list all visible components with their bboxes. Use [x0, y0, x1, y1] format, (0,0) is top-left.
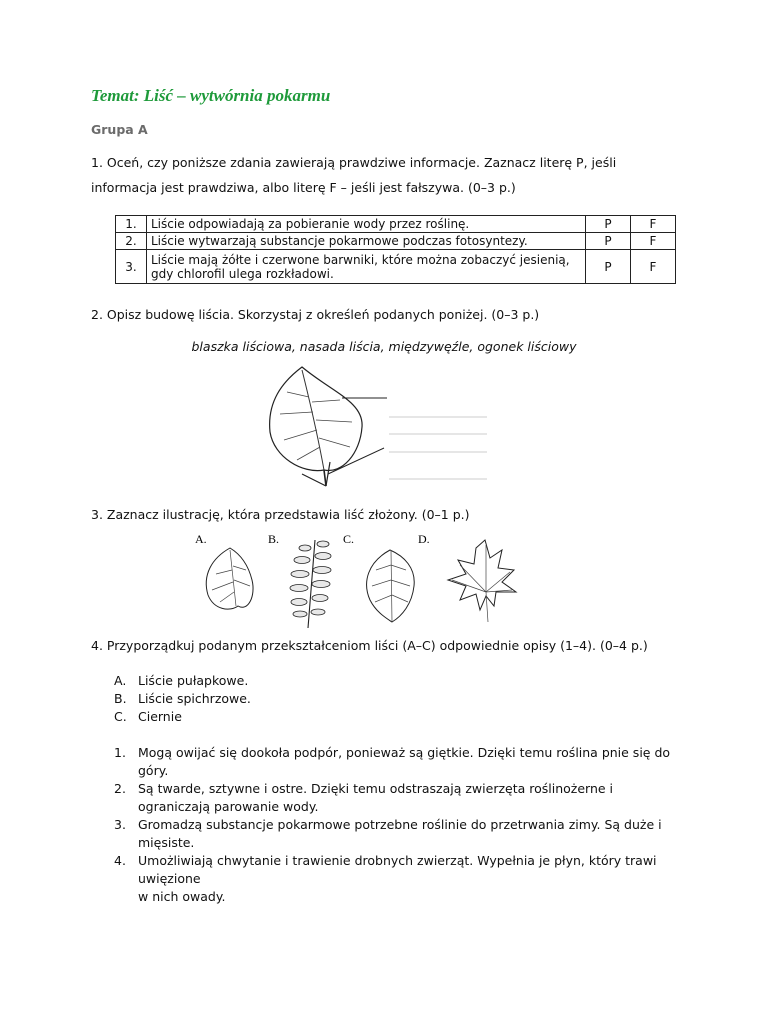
list-item: [114, 708, 698, 726]
option-text: Liście spichrzowe.: [138, 691, 251, 706]
description-line: w nich owady.: [138, 889, 226, 904]
list-item: [114, 672, 698, 690]
option-label-a[interactable]: A.: [195, 532, 207, 546]
option-label-b[interactable]: B.: [268, 532, 280, 546]
description-number: 3.: [114, 817, 126, 832]
description-line: Mogą owijać się dookoła podpór, ponieważ są giętkie. Dzięki temu roślina pnie się do: [138, 745, 671, 760]
leaf-blade-outline: [270, 367, 362, 471]
descriptions-list: [114, 744, 698, 906]
leaf-structure-diagram: [262, 362, 492, 492]
leaf-c-icon: [367, 550, 415, 622]
option-letter: C.: [114, 709, 127, 724]
description-line: Gromadzą substancje pokarmowe potrzebne roślinie do przetrwania zimy. Są duże i: [138, 817, 662, 832]
leaf-a-vein: [212, 550, 250, 606]
table-row: [116, 250, 676, 284]
page-title: Temat: Liść – wytwórnia pokarmu: [91, 86, 331, 105]
q1-instruction-line1: 1. Oceń, czy poniższe zdania zawierają prawdziwe informacje. Zaznacz literę P, jeśli: [91, 155, 617, 170]
description-line: Umożliwiają chwytanie i trawienie drobnych zwierząt. Wypełnia je płyn, który trawi: [138, 853, 657, 868]
option-text: Ciernie: [138, 709, 182, 724]
answer-f[interactable]: F: [631, 216, 676, 233]
answer-p[interactable]: P: [586, 233, 631, 250]
description-text: [138, 780, 698, 816]
description-text: [138, 744, 698, 780]
leaf-d-vein: [452, 545, 512, 622]
q1-instruction-line2: informacja jest prawdziwa, albo literę F – jeśli jest fałszywa. (0–3 p.): [91, 180, 516, 195]
description-number: 2.: [114, 781, 126, 796]
leaf-d-icon: [448, 540, 516, 610]
row-number: 2.: [116, 233, 147, 250]
list-item: [114, 852, 698, 888]
answer-f[interactable]: F: [631, 233, 676, 250]
leaf-a-icon: [206, 548, 253, 609]
statement-text: Liście wytwarzają substancje pokarmowe podczas fotosyntezy.: [147, 233, 586, 250]
statement-text: [147, 250, 586, 284]
list-item: [114, 816, 698, 852]
statement-line: gdy chlorofil ulega rozkładowi.: [151, 266, 334, 281]
statement-line: Liście mają żółte i czerwone barwniki, które można zobaczyć jesienią,: [151, 252, 570, 267]
answer-p[interactable]: P: [586, 250, 631, 284]
table-row: [116, 233, 676, 250]
q3-instruction: 3. Zaznacz ilustrację, która przedstawia liść złożony. (0–1 p.): [91, 507, 470, 522]
description-number: 1.: [114, 745, 126, 760]
list-item: [114, 744, 698, 780]
list-item: [114, 780, 698, 816]
label-pointer: [328, 448, 384, 474]
petiole: [324, 470, 326, 486]
row-number: 3.: [116, 250, 147, 284]
answer-p[interactable]: P: [586, 216, 631, 233]
description-line: Są twarde, sztywne i ostre. Dzięki temu odstraszają zwierzęta roślinożerne i: [138, 781, 614, 796]
row-number: 1.: [116, 216, 147, 233]
option-letter: A.: [114, 673, 127, 688]
group-label: Grupa A: [91, 122, 148, 137]
option-letter: B.: [114, 691, 127, 706]
description-text: [138, 852, 698, 888]
q2-instruction: 2. Opisz budowę liścia. Skorzystaj z określeń podanych poniżej. (0–3 p.): [91, 307, 540, 322]
option-label-d[interactable]: D.: [418, 532, 430, 546]
list-item: [114, 888, 698, 906]
leaf-b-leaflets: [290, 541, 331, 617]
true-false-table: [115, 215, 676, 284]
description-text: [138, 816, 698, 852]
description-line: góry.: [138, 763, 169, 778]
list-item: [114, 690, 698, 708]
q4-instruction: 4. Przyporządkuj podanym przekształceniom liści (A–C) odpowiednie opisy (1–4). (0–4 p.): [91, 638, 648, 653]
q2-terms: blaszka liściowa, nasada liścia, międzywęźle, ogonek liściowy: [191, 339, 577, 354]
description-line: ograniczają parowanie wody.: [138, 799, 319, 814]
statement-text: Liście odpowiadają za pobieranie wody przez roślinę.: [147, 216, 586, 233]
option-text: Liście pułapkowe.: [138, 673, 249, 688]
description-number: 4.: [114, 853, 126, 868]
description-line: mięsiste.: [138, 835, 195, 850]
leaf-options-illustration: [190, 530, 530, 630]
table-row: [116, 216, 676, 233]
leaf-vein: [280, 392, 352, 460]
answer-f[interactable]: F: [631, 250, 676, 284]
transformation-options-list: [114, 672, 698, 726]
description-line: uwięzione: [138, 871, 201, 886]
option-label-c[interactable]: C.: [343, 532, 355, 546]
